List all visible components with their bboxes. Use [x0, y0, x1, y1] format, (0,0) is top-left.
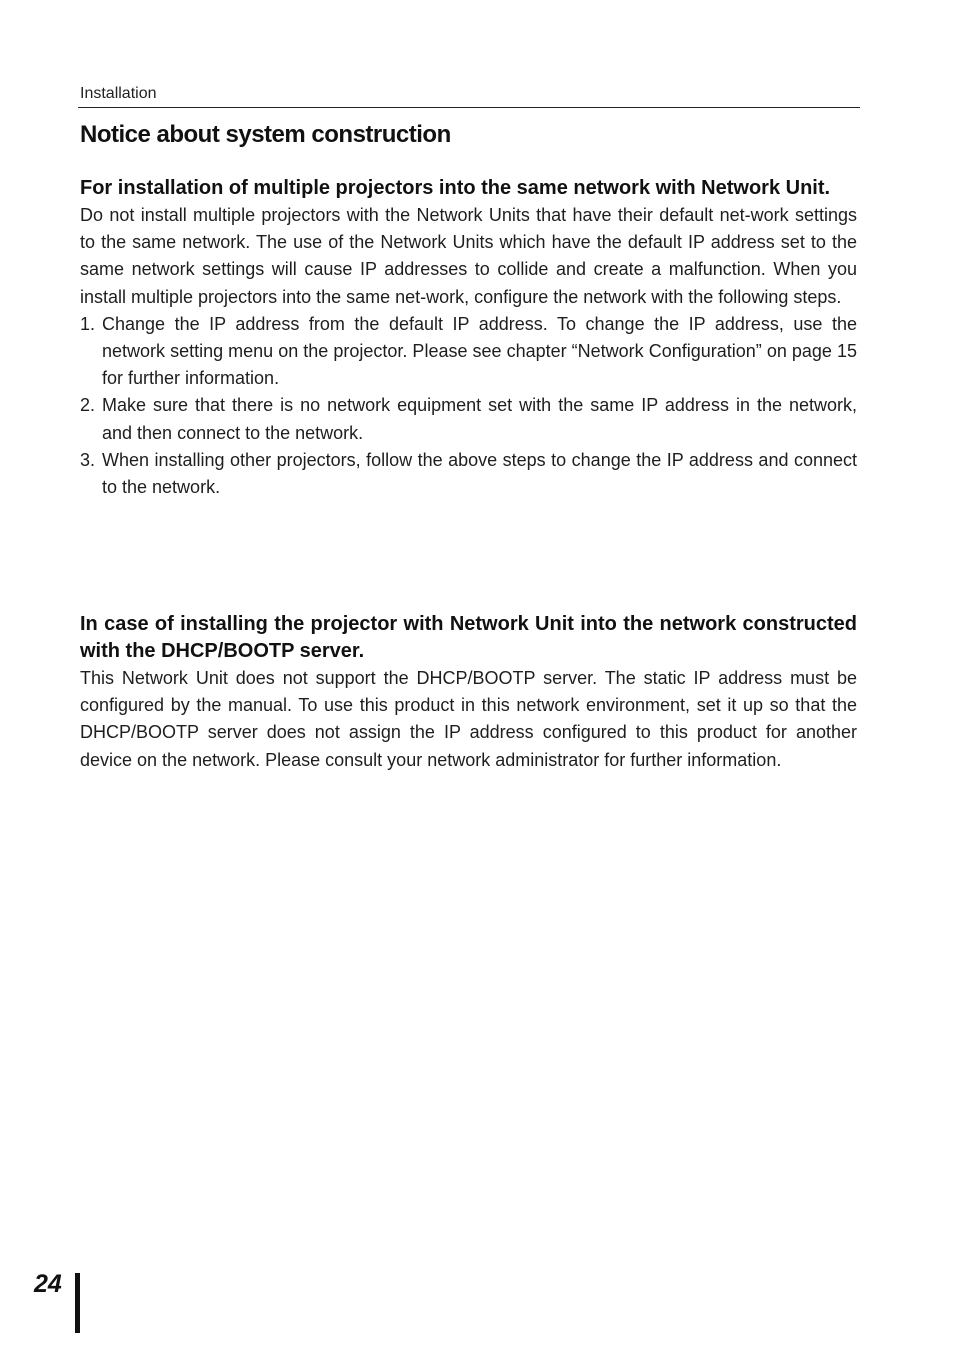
- steps-list: [80, 311, 857, 501]
- section-dhcp-bootp: [80, 611, 857, 774]
- header-divider: [78, 107, 860, 108]
- section-multiple-projectors: [80, 175, 857, 501]
- step-text: When installing other projectors, follow the above steps to change the IP address and connect to the network.: [102, 449, 857, 498]
- step-item: [80, 392, 857, 446]
- step-text: Make sure that there is no network equipment set with the same IP address in the network, and then connect to the network.: [102, 395, 857, 443]
- step-text: Change the IP address from the default IP address. To change the IP address, use the network setting menu on the projector. Please see chapter “Network Configuration” on page 15 for further information.: [102, 313, 857, 389]
- section-body-paragraph: This Network Unit does not support the DHCP/BOOTP server. The static IP address must be configured by the manual. To use this product in this network environment, set it up so that the DHCP/BOOTP server does not assign the IP address configured to this product for another device on the network. Please consult your network administrator for further information.: [80, 668, 857, 770]
- step-item: [80, 447, 857, 501]
- section-heading: In case of installing the projector with Network Unit into the network constructed with the DHCP/BOOTP server.: [80, 613, 857, 662]
- step-number: 2.: [80, 395, 96, 416]
- step-number: 3.: [80, 449, 96, 470]
- step-item: [80, 311, 857, 393]
- section-heading: For installation of multiple projectors into the same network with Network Unit.: [80, 177, 831, 199]
- page-number: 24: [34, 1270, 62, 1298]
- page-title: Notice about system construction: [80, 121, 451, 148]
- section-intro-paragraph: Do not install multiple projectors with the Network Units that have their default net-work settings to the same network. The use of the Network Units which have the default IP address set to the same network settings will cause IP addresses to collide and create a malfunction. When you install multiple projectors into the same net-work, configure the network with the following steps.: [80, 205, 857, 307]
- page-number-bar: [75, 1273, 80, 1333]
- step-number: 1.: [80, 313, 96, 334]
- running-header-label: Installation: [80, 85, 157, 102]
